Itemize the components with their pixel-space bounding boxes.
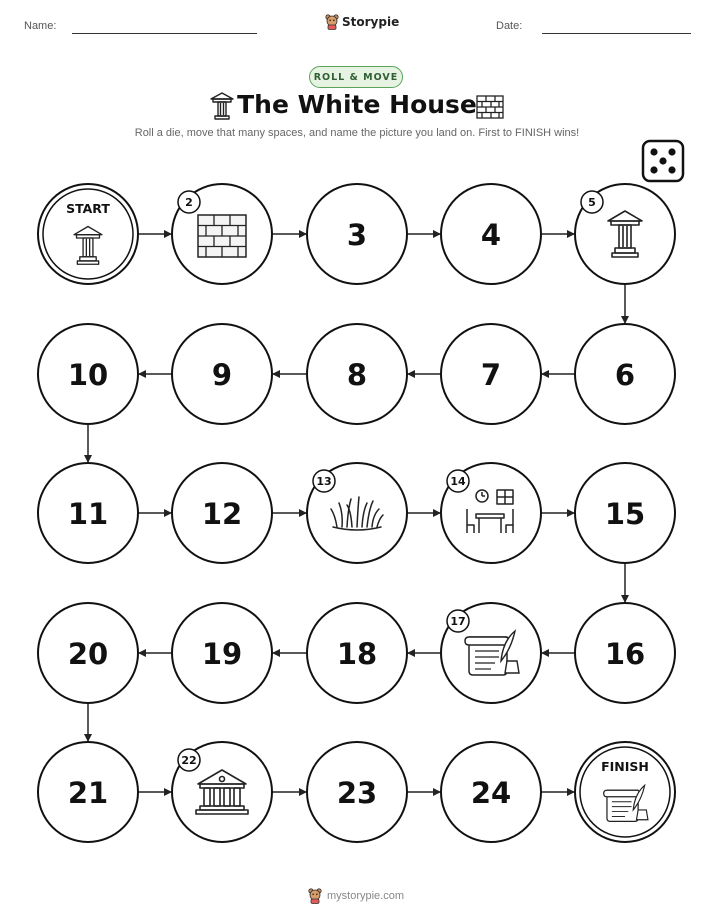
space-number: 14	[450, 475, 466, 488]
brand-name: Storypie	[342, 15, 400, 29]
activity-badge: ROLL & MOVE	[309, 66, 403, 88]
space-number: 3	[346, 218, 368, 252]
start-label: START	[66, 201, 110, 216]
space-number: 2	[185, 196, 193, 209]
board-space-23[interactable]	[307, 742, 407, 842]
space-number: 7	[480, 358, 502, 392]
board-space-22[interactable]	[172, 742, 272, 842]
board-space-9[interactable]	[172, 324, 272, 424]
board-space-18[interactable]	[307, 603, 407, 703]
space-number: 22	[181, 754, 197, 767]
space-number: 20	[67, 637, 109, 671]
space-number: 4	[480, 218, 502, 252]
space-number: 13	[316, 475, 332, 488]
space-number: 11	[67, 497, 109, 531]
board-space-5[interactable]	[575, 184, 675, 284]
board-space-19[interactable]	[172, 603, 272, 703]
space-number: 9	[211, 358, 233, 392]
date-label: Date:	[496, 20, 523, 32]
board-space-10[interactable]	[38, 324, 138, 424]
start-space[interactable]	[38, 184, 138, 284]
space-number: 6	[614, 358, 636, 392]
brick-wall-icon	[198, 215, 246, 257]
board-space-11[interactable]	[38, 463, 138, 563]
space-number: 24	[470, 776, 512, 810]
board-space-17[interactable]	[441, 603, 541, 703]
board-space-2[interactable]	[172, 184, 272, 284]
instructions: Roll a die, move that many spaces, and name the picture you land on. First to FINISH wins!	[134, 127, 580, 139]
space-number: 12	[201, 497, 243, 531]
board-space-7[interactable]	[441, 324, 541, 424]
board-space-16[interactable]	[575, 603, 675, 703]
space-circle	[38, 184, 138, 284]
space-number: 23	[336, 776, 378, 810]
space-number: 21	[67, 776, 109, 810]
board-space-4[interactable]	[441, 184, 541, 284]
board-space-12[interactable]	[172, 463, 272, 563]
space-number: 17	[450, 615, 466, 628]
board-space-3[interactable]	[307, 184, 407, 284]
footer-site[interactable]: mystorypie.com	[327, 890, 405, 902]
finish-label: FINISH	[601, 759, 649, 774]
board-space-13[interactable]	[307, 463, 407, 563]
die-icon	[643, 141, 683, 181]
board-space-6[interactable]	[575, 324, 675, 424]
space-number: 5	[588, 196, 596, 209]
board-space-8[interactable]	[307, 324, 407, 424]
footer	[308, 885, 404, 907]
board-space-21[interactable]	[38, 742, 138, 842]
name-label: Name:	[24, 20, 57, 32]
board-space-15[interactable]	[575, 463, 675, 563]
space-number: 8	[346, 358, 368, 392]
board-space-24[interactable]	[441, 742, 541, 842]
space-number: 16	[604, 637, 646, 671]
space-number: 10	[67, 358, 109, 392]
page-title: The White House	[237, 90, 477, 119]
space-number: 18	[336, 637, 378, 671]
space-number: 15	[604, 497, 646, 531]
space-number: 19	[201, 637, 243, 671]
bear-mascot-icon	[308, 888, 322, 904]
board-space-14[interactable]	[441, 463, 541, 563]
finish-space[interactable]	[575, 742, 675, 842]
board-space-20[interactable]	[38, 603, 138, 703]
